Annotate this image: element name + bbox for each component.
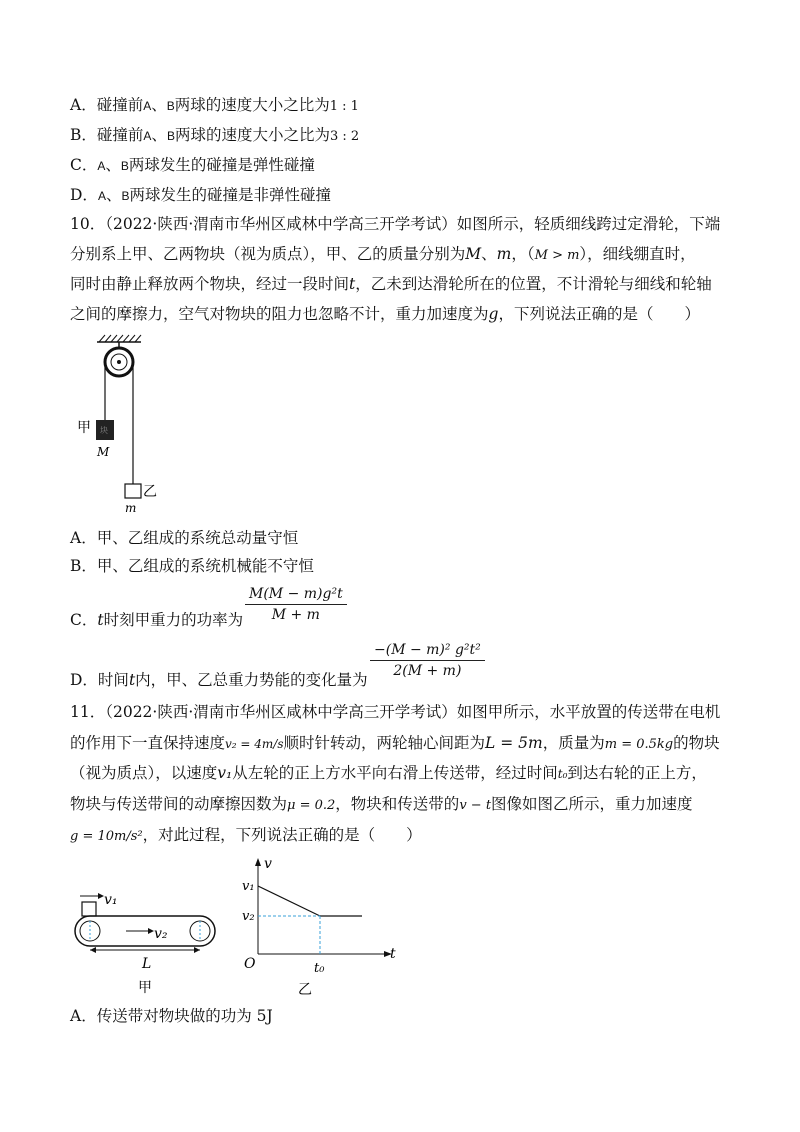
axis-label-v: v [264, 856, 272, 872]
q10-option-a: A．甲、乙组成的系统总动量守恒 [70, 529, 299, 547]
q11-stem-line5: g = 10m/s²，对此过程，下列说法正确的是（ ） [70, 826, 422, 844]
svg-text:块: 块 [100, 426, 108, 435]
q10-option-c: C．t时刻甲重力的功率为 [70, 611, 244, 629]
pulley-figure [75, 332, 185, 517]
q10-option-d-fraction: $\frac{\text{−(M − m)² g²t²}}{2(M + m)}$ [370, 642, 485, 679]
origin-label: O [244, 956, 256, 972]
q9-option-a: A．碰撞前A、B两球的速度大小之比为1 : 1 [70, 96, 359, 114]
q11-option-a: A．传送带对物块做的功为 5J [70, 1007, 273, 1025]
label-jia: 甲 [77, 420, 91, 436]
conveyor-figure [70, 890, 220, 1000]
label-M: M [97, 445, 110, 459]
q9-option-c: C．A、B两球发生的碰撞是弹性碰撞 [70, 156, 315, 174]
tick-label-v2: v₂ [242, 909, 255, 924]
q9-option-d: D．A、B两球发生的碰撞是非弹性碰撞 [70, 186, 331, 204]
vt-graph [238, 856, 408, 1001]
label-yi: 乙 [143, 484, 157, 500]
label-m: m [125, 501, 137, 515]
q11-stem-line2: 的作用下一直保持速度v₂ = 4m/s顺时针转动，两轮轴心间距为L = 5m，质量为m = 0.5kg的物块 [70, 734, 720, 752]
label-v2: v₂ [154, 926, 168, 942]
block [82, 902, 96, 916]
q10-option-d: D．时间t内，甲、乙总重力势能的变化量为 [70, 671, 368, 689]
tick-label-t0: t₀ [314, 961, 325, 976]
label-v1: v₁ [104, 892, 118, 908]
label-L: L [142, 956, 152, 972]
q10-stem-line2: 分别系上甲、乙两物块（视为质点），甲、乙的质量分别为M、m，（M > m），细线绷直时， [70, 245, 696, 263]
axis-label-t: t [390, 946, 396, 962]
q10-option-c-fraction: $\frac{\text{M(M − m)g²t}}{M + m}$ [245, 586, 347, 623]
caption-jia: 甲 [138, 980, 152, 996]
q10-stem-line4: 之间的摩擦力，空气对物块的阻力也忽略不计，重力加速度为g，下列说法正确的是（ ） [70, 305, 700, 323]
q11-stem-line3: （视为质点），以速度v₁从左轮的正上方水平向右滑上传送带，经过时间t₀到达右轮的正上方， [70, 764, 707, 782]
block-yi [125, 484, 141, 498]
q11-stem-line4: 物块与传送带间的动摩擦因数为μ = 0.2，物块和传送带的v − t图像如图乙所示，重力加速度 [70, 795, 693, 813]
tick-label-v1: v₁ [242, 879, 255, 894]
q10-stem-line3: 同时由静止释放两个物块，经过一段时间t，乙未到达滑轮所在的位置，不计滑轮与细线和轮轴 [70, 275, 712, 293]
q11-stem-line1: 11．（2022·陕西·渭南市华州区咸林中学高三开学考试）如图甲所示，水平放置的传送带在电机 [70, 703, 721, 721]
velocity-decel-segment [258, 886, 320, 916]
q9-option-b: B．碰撞前A、B两球的速度大小之比为3 : 2 [70, 126, 360, 144]
caption-yi: 乙 [298, 982, 312, 998]
q10-option-b: B．甲、乙组成的系统机械能不守恒 [70, 557, 314, 575]
q10-stem-line1: 10．（2022·陕西·渭南市华州区咸林中学高三开学考试）如图所示，轻质细线跨过定滑轮，下端 [70, 215, 721, 233]
